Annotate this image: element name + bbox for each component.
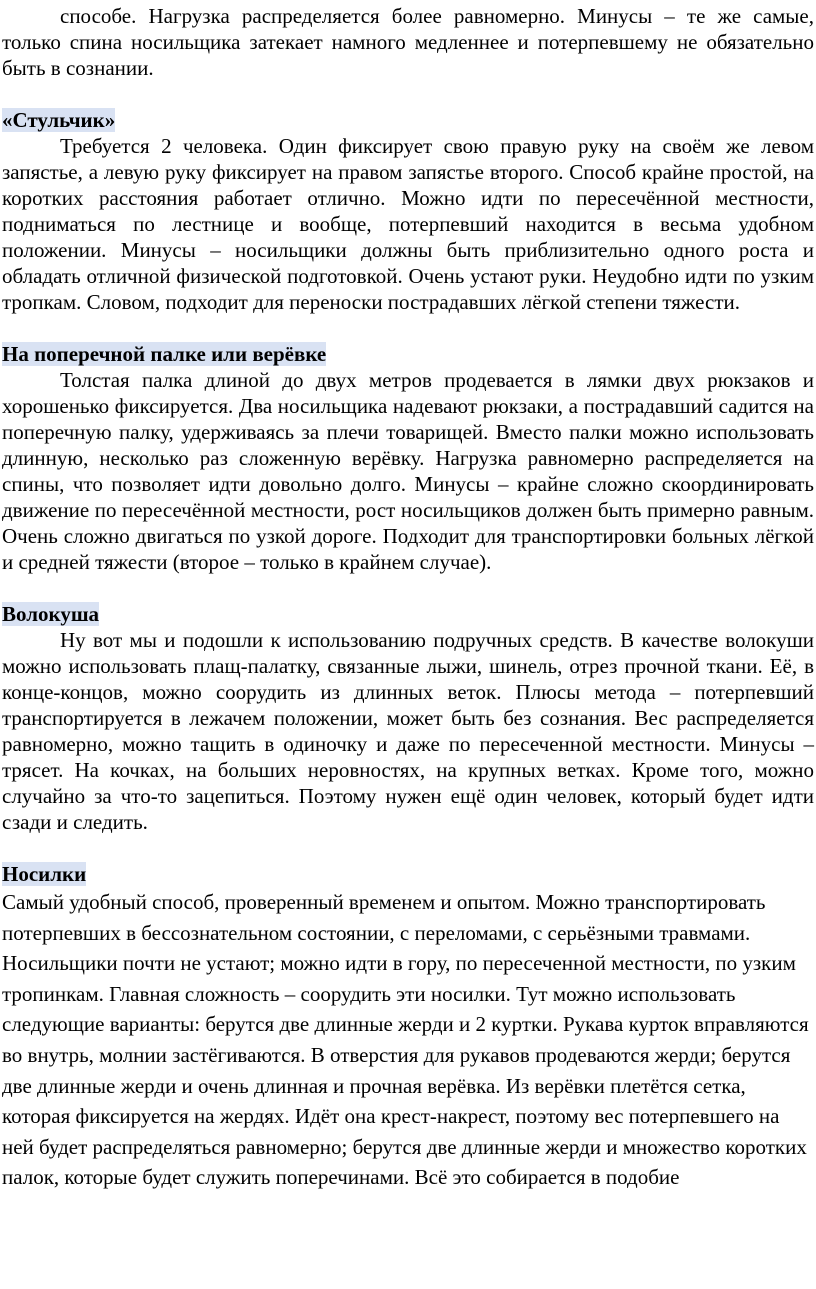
section-body-stulchik: Требуется 2 человека. Один фиксирует свою правую руку на своём же левом запястье, а левую руку фиксирует на правом запястье второго. Способ крайне простой, на коротких расстояния работает отлично. Можно идти по пересечённой местности, подниматься по лестнице и вообще, потерпевший находится в весьма удобном положении. Минусы – носильщики должны быть приблизительно одного роста и обладать отличной физической подготовкой. Очень устают руки. Неудобно идти по узким тропкам. Словом, подходит для переноски пострадавших лёгкой степени тяжести. — [2, 134, 814, 314]
section-heading-drag-sled — [2, 601, 814, 627]
heading-text: На поперечной палке или верёвке — [2, 342, 327, 366]
spacer — [2, 835, 814, 861]
section-heading-stulchik — [2, 107, 814, 133]
section-body-drag-sled: Ну вот мы и подошли к использованию подручных средств. В качестве волокуши можно использовать плащ-палатку, связанные лыжи, шинель, отрез прочной ткани. Её, в конце-концов, можно соорудить из длинных веток. Плюсы метода – потерпевший транспортируется в лежачем положении, может быть без сознания. Вес распределяется равномерно, можно тащить в одиночку и даже по пересеченной местности. Минусы – трясет. На кочках, на больших неровностях, на крупных ветках. Кроме того, можно случайно за что-то зацепиться. Поэтому нужен ещё один человек, который будет идти сзади и следить. — [2, 628, 814, 834]
section-heading-crossbar — [2, 341, 814, 367]
spacer — [2, 315, 814, 341]
heading-text: «Стульчик» — [2, 108, 116, 132]
heading-text: Волокуша — [2, 602, 100, 626]
section-body-stretcher: Самый удобный способ, проверенный временем и опытом. Можно транспортировать потерпевших в бессознательном состоянии, с переломами, с серьёзными травмами. Носильщики почти не устают; можно идти в гору, по пересеченной местности, по узким тропинкам. Главная сложность – соорудить эти носилки. Тут можно использовать следующие варианты: берутся две длинные жерди и 2 куртки. Рукава курток вправляются во внутрь, молнии застёгиваются. В отверстия для рукавов продеваются жерди; берутся две длинные жерди и очень длинная и прочная верёвка. Из верёвки плетётся сетка, которая фиксируется на жердях. Идёт она крест-накрест, поэтому вес потерпевшего на ней будет распределяться равномерно; берутся две длинные жерди и множество коротких палок, которые будет служить поперечинами. Всё это собирается в подобие — [2, 890, 809, 1190]
section-heading-stretcher — [2, 861, 814, 887]
intro-paragraph: способе. Нагрузка распределяется более равномерно. Минусы – те же самые, только спина носильщика затекает намного медленнее и потерпевшему не обязательно быть в сознании. — [2, 4, 814, 80]
section-body-crossbar: Толстая палка длиной до двух метров продевается в лямки двух рюкзаков и хорошенько фиксируется. Два носильщика надевают рюкзаки, а пострадавший садится на поперечную палку, удерживаясь за плечи товарищей. Вместо палки можно использовать длинную, несколько раз сложенную верёвку. Нагрузка равномерно распределяется на спины, что позволяет идти довольно долго. Минусы – крайне сложно скоординировать движение по пересечённой местности, рост носильщиков должен быть примерно равным. Очень сложно двигаться по узкой дороге. Подходит для транспортировки больных лёгкой и средней тяжести (второе – только в крайнем случае). — [2, 368, 814, 574]
spacer — [2, 575, 814, 601]
heading-text: Носилки — [2, 862, 87, 886]
spacer — [2, 81, 814, 107]
